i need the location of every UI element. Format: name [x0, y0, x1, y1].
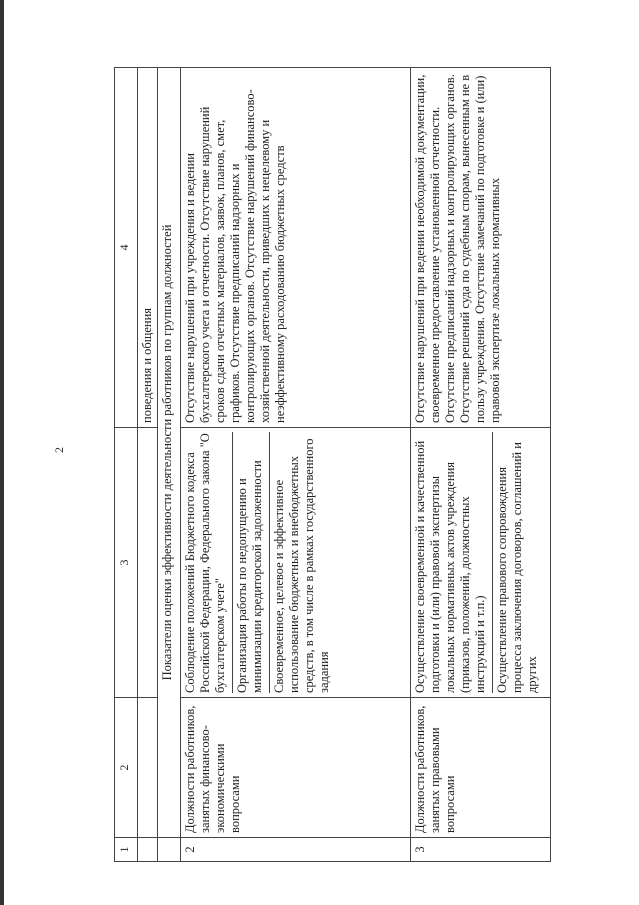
header-col-3: 3: [115, 428, 138, 698]
criterion: Организация работы по недопущению и минимизации кредиторской задолженности: [233, 432, 270, 693]
indicators-cell: Отсутствие нарушений при ведении необходимой документации, своевременное предоставление установленной отчетности. Отсутствие предписаний надзорных и контролирующих органов. Отсутствие решений суда по судебным спорам, вынесенным не в пользу учреждения. Отсутствие замечаний по подготовке и (или) правовой экспертизе локальных нормативных: [411, 68, 551, 428]
header-row: [115, 68, 138, 862]
criterion: Соблюдение положений Бюджетного кодекса Российской Федерации, Федерального закона "О бухгалтерском учете": [181, 432, 233, 693]
criterion: Осуществление своевременной и качественной подготовки и (или) правовой экспертизы локальных нормативных актов учреждения (приказов, положений, должностных инструкций и т.п.): [411, 432, 493, 693]
continuation-text: поведения и общения: [138, 68, 158, 428]
section-title: Показатели оценки эффективности деятельности работников по группам должностей: [158, 68, 181, 838]
criterion: Своевременное, целевое и эффективное использование бюджетных и внебюджетных средств, в том числе в рамках государственного задания: [272, 438, 331, 693]
criteria-cell: [411, 428, 551, 698]
criteria-cell: [181, 428, 411, 698]
performance-table: [114, 67, 551, 862]
continuation-row: [138, 68, 158, 862]
row-number: 2: [181, 838, 411, 862]
section-row: [158, 68, 181, 862]
scan-edge: [0, 0, 4, 905]
header-col-4: 4: [115, 68, 138, 428]
position-cell: Должности работников, занятых правовыми вопросами: [411, 698, 551, 838]
header-col-1: 1: [115, 838, 138, 862]
indicators-cell: Отсутствие нарушений при учреждения и ведении бухгалтерского учета и отчетности. Отсутствие нарушений сроков сдачи отчетных материалов, заявок, планов, смет, графиков. Отсутствие предписаний надзорных и контролирующих органов. Отсутствие нарушений финансово-хозяйственной деятельности, приведших к нецелевому и неэффективному расходованию бюджетных средств: [181, 68, 411, 428]
row-number: 3: [411, 838, 551, 862]
table-row: [181, 68, 411, 862]
header-col-2: 2: [115, 698, 138, 838]
page-number: 2: [52, 447, 66, 453]
table-row: [411, 68, 551, 862]
criterion: Осуществление правового сопровождения процесса заключения договоров, соглашений и других: [495, 442, 539, 693]
rotated-table-frame: [114, 68, 614, 862]
position-cell: Должности работников, занятых финансово-экономическими вопросами: [181, 698, 411, 838]
